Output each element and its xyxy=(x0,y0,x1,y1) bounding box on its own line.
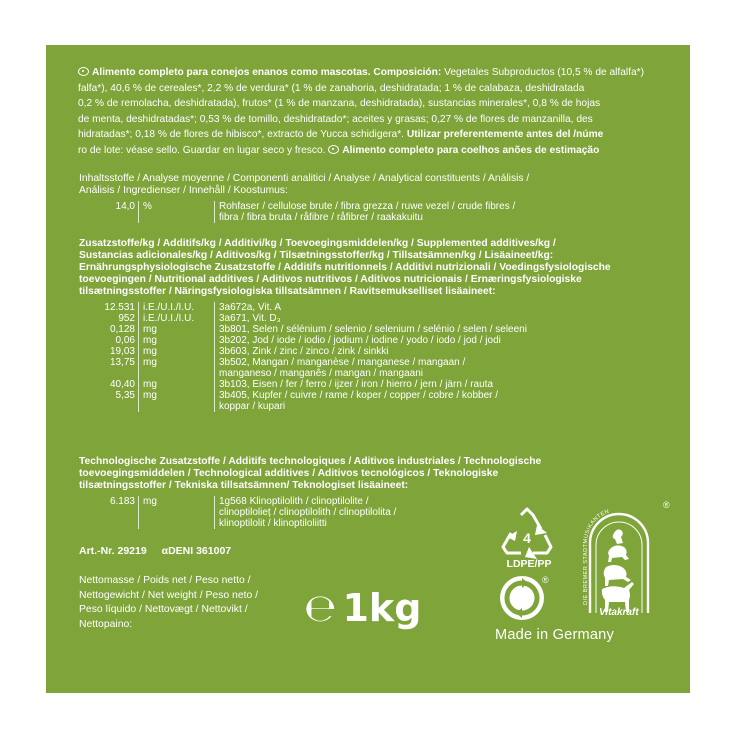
composition-fragment: 0,2 % de remolacha, deshidratada), frutos* (1 % de manzana, deshidratada), sustancias minerales*, 0,8 % de hojas xyxy=(78,98,601,109)
composition-fragment: ro de lote: véase sello. Guardar en lugar seco y fresco. xyxy=(78,144,329,156)
additives-section xyxy=(79,238,659,412)
unit-text: mg xyxy=(143,357,157,368)
composition-fragment: de menta, deshidratadas*; 0,53 % de tomillo, deshidratado*; aceites y grasas; 0,27 % de flores de manzanilla, des xyxy=(78,113,593,125)
ingredient-line: clinoptilolieț / clinoptilolith / clinoptilolita / xyxy=(219,507,397,518)
heading-line: tilsætningsstoffer / Tekniska tillsatsämnen/ Teknologiset lisäaineet: xyxy=(79,480,409,491)
ingredient-line: 1g568 Klinoptilolith / clinoptilolite / xyxy=(219,496,369,507)
additives-heading xyxy=(79,238,659,262)
net-weight-label-line: Peso líquido / Nettovægt / Nettovikt / xyxy=(79,604,248,615)
ingredient-cell xyxy=(219,379,619,390)
composition-fragment: Vegetales Subproductos (10,5 % de alfalfa*) xyxy=(444,67,645,78)
heading-line: toevoegingsmiddelen / Technological additives / Aditivos tecnológicos / Teknologiske xyxy=(79,468,499,479)
article-numbers xyxy=(79,545,243,557)
table-row xyxy=(79,302,659,313)
brand-name: Vitakraft xyxy=(599,607,639,618)
unit-text: i.E./U.I./I.U. xyxy=(143,313,195,324)
ingredient-cell xyxy=(219,346,619,357)
unit-text: mg xyxy=(143,379,157,390)
ingredient-line: 3b502, Mangan / manganèse / manganese / mangaan / xyxy=(219,357,466,368)
amount-cell: 12.531 xyxy=(104,302,135,313)
heading-line: toevoegingen / Nutritional additives / Aditivos nutritivos / Aditivos nutricionais / Ernæringsfysiologiske xyxy=(79,274,582,285)
green-dot-icon xyxy=(499,575,545,621)
ingredient-line: 3b603, Zink / zinc / zinco / zink / sinkki xyxy=(219,346,389,357)
unit-text: mg xyxy=(143,324,157,335)
amount-cell: 0,128 xyxy=(109,324,135,335)
composition-fragment: falfa*), 40,6 % de cereales*, 2,2 % de verdura* (1 % de zanahoria, deshidratada; 1 % de calabaza, deshidratada xyxy=(78,82,585,94)
composition-fragment: hidratadas*; 0,18 % de flores de hibisco*, extracto de Yucca schidigera*. xyxy=(78,129,407,140)
table-row xyxy=(79,324,659,335)
vitakraft-registered-mark: ® xyxy=(663,500,670,510)
unit-cell xyxy=(143,302,213,313)
unit-text: i.E./U.I./I.U. xyxy=(143,302,195,313)
made-in-germany: Made in Germany xyxy=(495,627,614,643)
unit-cell xyxy=(143,346,213,357)
ingredient-line: Rohfaser / cellulose brute / fibra grezza / ruwe vezel / crude fibres / xyxy=(219,201,516,212)
estimate-sign-icon: ℮ xyxy=(304,586,337,630)
ingredient-line: manganeso / manganês / mangan / mangaani xyxy=(219,368,424,379)
ingredient-cell xyxy=(219,302,619,313)
technological-additives-section xyxy=(79,456,659,529)
amount-cell: 952 xyxy=(118,313,135,324)
product-label-panel xyxy=(46,45,690,693)
table-row xyxy=(79,313,659,324)
composition-line xyxy=(78,143,688,159)
nutritional-additives-heading xyxy=(79,262,659,298)
technological-table xyxy=(79,496,659,529)
analytical-table xyxy=(79,201,659,223)
article-number: Art.-Nr. 29219 xyxy=(79,545,147,557)
heading-line: Inhaltsstoffe / Analyse moyenne / Componenti analitici / Analyse / Analytical constituents / Análisis / xyxy=(79,173,530,184)
analytical-constituents-section xyxy=(79,173,659,223)
net-weight xyxy=(304,588,421,628)
composition-line xyxy=(78,112,688,128)
heading-line: Technologische Zusatzstoffe / Additifs technologiques / Aditivos industriales / Technologische xyxy=(79,456,542,467)
ingredient-line: 3b405, Kupfer / cuivre / rame / koper / copper / cobre / kobber / xyxy=(219,390,499,401)
heading-line: tilsætningsstoffer / Näringsfysiologiska tillsatsämnen / Ravitsemukselliset lisäaineet: xyxy=(79,286,496,297)
unit-cell xyxy=(143,390,213,412)
heading-line: Análisis / Ingredienser / Innehåll / Koostumus: xyxy=(79,185,288,196)
unit-cell xyxy=(143,357,213,379)
ingredient-cell xyxy=(219,201,619,223)
net-weight-label-line: Nettogewicht / Net weight / Peso neto / xyxy=(79,589,259,601)
unit-text: mg xyxy=(143,346,157,357)
language-eye-icon xyxy=(78,67,89,76)
composition-fragment: Alimento completo para conejos enanos como mascotas. Composición: xyxy=(92,67,445,78)
material-code: LDPE/PP xyxy=(506,558,552,570)
ingredient-cell xyxy=(219,313,619,324)
ingredient-line: klinoptilolit / klinoptiloliitti xyxy=(219,518,327,529)
unit-text: mg xyxy=(143,390,157,401)
heading-line: Ernährungsphysiologische Zusatzstoffe / Additifs nutritionnels / Additivi nutrizionali / Voedingsfysiologische xyxy=(79,262,611,273)
ingredient-line: koppar / kupari xyxy=(219,401,286,412)
unit-cell xyxy=(143,324,213,335)
ingredient-line: 3a671, Vit. D₃ xyxy=(219,313,281,324)
unit-cell xyxy=(143,496,213,529)
ingredient-cell xyxy=(219,357,619,379)
ingredient-cell xyxy=(219,496,619,529)
composition-fragment: Utilizar preferentemente antes del /núme xyxy=(406,129,604,140)
table-row xyxy=(79,496,659,529)
ingredient-line: 3b801, Selen / sélénium / selenio / selenium / selénio / selen / seleeni xyxy=(219,324,527,335)
amount-cell: 40,40 xyxy=(109,379,135,390)
net-weight-label-line: Nettomasse / Poids net / Peso netto / xyxy=(79,575,251,586)
amount-cell: 14,0 xyxy=(115,201,135,212)
unit-cell xyxy=(143,335,213,346)
amount-cell: 6.183 xyxy=(109,496,135,507)
composition-line xyxy=(78,65,688,81)
table-row xyxy=(79,390,659,412)
ingredient-cell xyxy=(219,324,619,335)
amount-cell: 0,06 xyxy=(115,335,135,346)
unit-text: mg xyxy=(143,335,157,346)
unit-cell xyxy=(143,201,213,223)
composition-line xyxy=(78,96,688,112)
table-row xyxy=(79,357,659,379)
amount-cell: 5,35 xyxy=(115,390,135,401)
recycling-triangle-icon xyxy=(497,507,557,561)
composition-line xyxy=(78,81,688,97)
weight-value: 1kg xyxy=(342,586,422,630)
net-weight-label-line: Nettopaino: xyxy=(79,618,133,630)
bremen-musicians-seal-icon xyxy=(576,505,662,620)
heading-line: Zusatzstoffe/kg / Additifs/kg / Additivi/kg / Toevoegingsmiddelen/kg / Supplemented additives/kg / xyxy=(79,238,556,249)
unit-cell xyxy=(143,313,213,324)
ingredient-line: fibra / fibra bruta / råfibre / råfibrer / raakakuitu xyxy=(219,212,423,223)
additives-table xyxy=(79,302,659,412)
ingredient-cell xyxy=(219,335,619,346)
ingredient-line: 3b103, Eisen / fer / ferro / ijzer / iron / hierro / jern / järn / rauta xyxy=(219,379,494,390)
amount-cell: 19,03 xyxy=(109,346,135,357)
unit-text: % xyxy=(143,201,152,212)
recycling-code: 4 xyxy=(523,530,531,546)
language-eye-icon xyxy=(328,145,339,154)
analytical-heading xyxy=(79,173,659,197)
technological-heading xyxy=(79,456,659,492)
table-row xyxy=(79,201,659,223)
composition-text xyxy=(78,65,688,158)
deni-number: αDENI 361007 xyxy=(161,545,232,557)
ingredient-line: 3b202, Jod / iode / iodio / jodium / iodine / yodo / iodo / jod / jodi xyxy=(219,335,501,346)
unit-cell xyxy=(143,379,213,390)
composition-fragment: Alimento completo para coelhos anões de estimação xyxy=(342,144,600,156)
unit-text: mg xyxy=(143,496,157,507)
ingredient-cell xyxy=(219,390,619,412)
net-weight-labels xyxy=(79,574,299,632)
green-dot-registered-mark: ® xyxy=(542,575,549,585)
ingredient-line: 3a672a, Vit. A xyxy=(219,302,282,313)
amount-cell: 13,75 xyxy=(109,357,135,368)
seal-text: DIE BREMER STADTMUSIKANTEN xyxy=(582,508,611,605)
table-row xyxy=(79,379,659,390)
table-row xyxy=(79,346,659,357)
table-row xyxy=(79,335,659,346)
composition-line xyxy=(78,127,688,143)
heading-line: Sustancias adicionales/kg / Aditivos/kg / Tilsætningsstoffer/kg / Tillsatsämnen/kg / Lisäaineet/kg: xyxy=(79,250,554,261)
